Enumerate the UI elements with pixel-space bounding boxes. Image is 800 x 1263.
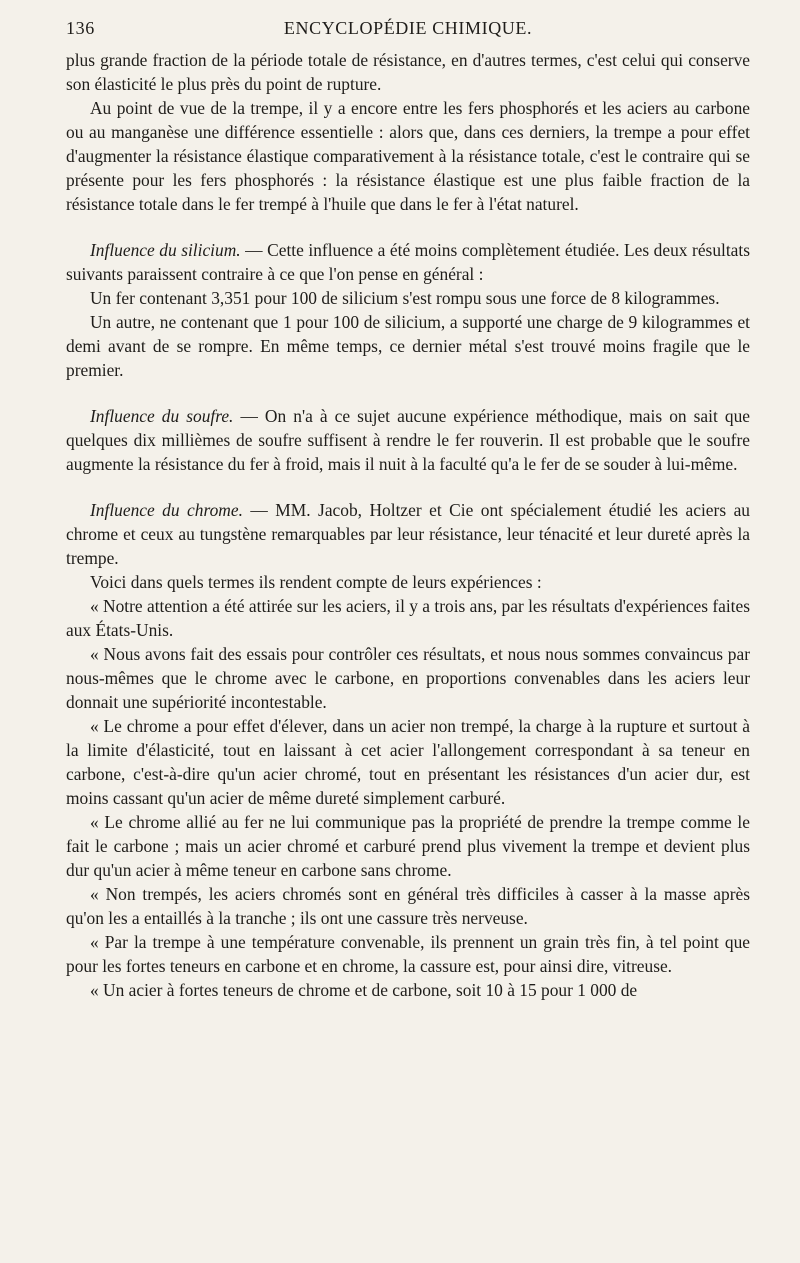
paragraph: plus grande fraction de la période totale de résistance, en d'autres termes, c'est celui qui conserve son élasticité le plus près du point de rupture.	[66, 50, 750, 94]
page-header	[66, 18, 750, 44]
section-chrome	[66, 498, 750, 570]
paragraph: Voici dans quels termes ils rendent compte de leurs expériences :	[90, 572, 542, 592]
section-text: — On n'a à ce sujet aucune expérience méthodique, mais on sait que quelques dix millièmes de soufre suffisent à rendre le fer rouverin. Il est probable que le soufre augmente la résistance du fer à froid, mais il nuit à la faculté qu'a le fer de se souder à lui-même.	[66, 406, 750, 474]
section-text: — MM. Jacob, Holtzer et Cie ont spécialement étudié les aciers au chrome et ceux au tungstène remarquables par leur résistance, leur ténacité et leur dureté après la trempe.	[66, 500, 750, 568]
running-title: ENCYCLOPÉDIE CHIMIQUE.	[283, 18, 533, 38]
section-soufre	[66, 404, 750, 476]
paragraph: Au point de vue de la trempe, il y a encore entre les fers phosphorés et les aciers au carbone ou au manganèse une différence essentielle : alors que, dans ces derniers, la trempe a pour effet d'augmenter la résistance élastique comparativement à la résistance totale, c'est le contraire qui se présente pour les fers phosphorés : la résistance élastique est une plus faible fraction de la résistance totale dans le fer trempé à l'huile que dans le fer à l'état naturel.	[66, 98, 750, 214]
quote-paragraph: « Le chrome allié au fer ne lui communique pas la propriété de prendre la trempe comme le fait le carbone ; mais un acier chromé et carburé prend plus vivement la trempe et devient plus dur qu'un acier à même teneur en carbone sans chrome.	[66, 812, 750, 880]
quote-paragraph: « Nous avons fait des essais pour contrôler ces résultats, et nous nous sommes convaincus par nous-mêmes que le chrome avec le carbone, en proportions convenables dans les aciers leur donnait une supériorité incontestable.	[66, 644, 750, 712]
quote-paragraph: « Non trempés, les aciers chromés sont en général très difficiles à casser à la masse après qu'on les a entaillés à la tranche ; ils ont une cassure très nerveuse.	[66, 884, 750, 928]
section-heading: Influence du chrome.	[90, 500, 243, 520]
quote-paragraph: « Le chrome a pour effet d'élever, dans un acier non trempé, la charge à la rupture et surtout à la limite d'élasticité, tout en laissant à cet acier l'allongement correspondant à sa teneur en carbone, c'est-à-dire qu'un acier chromé, tout en présentant les résistances d'un acier dur, est moins cassant qu'un acier de même dureté simplement carburé.	[66, 716, 750, 808]
section-heading: Influence du soufre.	[90, 406, 234, 426]
section-silicium	[66, 238, 750, 286]
quote-paragraph: « Notre attention a été attirée sur les aciers, il y a trois ans, par les résultats d'expériences faites aux États-Unis.	[66, 596, 750, 640]
quote-paragraph: « Un acier à fortes teneurs de chrome et de carbone, soit 10 à 15 pour 1 000 de	[90, 980, 638, 1000]
section-text: — Cette influence a été moins complètement étudiée. Les deux résultats suivants paraissent contraire à ce que l'on pense en général :	[66, 240, 750, 284]
page-number: 136	[66, 18, 95, 38]
paragraph: Un autre, ne contenant que 1 pour 100 de silicium, a supporté une charge de 9 kilogrammes et demi avant de se rompre. En même temps, ce dernier métal s'est trouvé moins fragile que le premier.	[66, 312, 750, 380]
paragraph: Un fer contenant 3,351 pour 100 de silicium s'est rompu sous une force de 8 kilogrammes.	[90, 288, 720, 308]
section-heading: Influence du silicium.	[90, 240, 241, 260]
page-body	[66, 48, 750, 1002]
quote-paragraph: « Par la trempe à une température convenable, ils prennent un grain très fin, à tel point que pour les fortes teneurs en carbone et en chrome, la cassure est, pour ainsi dire, vitreuse.	[66, 932, 750, 976]
